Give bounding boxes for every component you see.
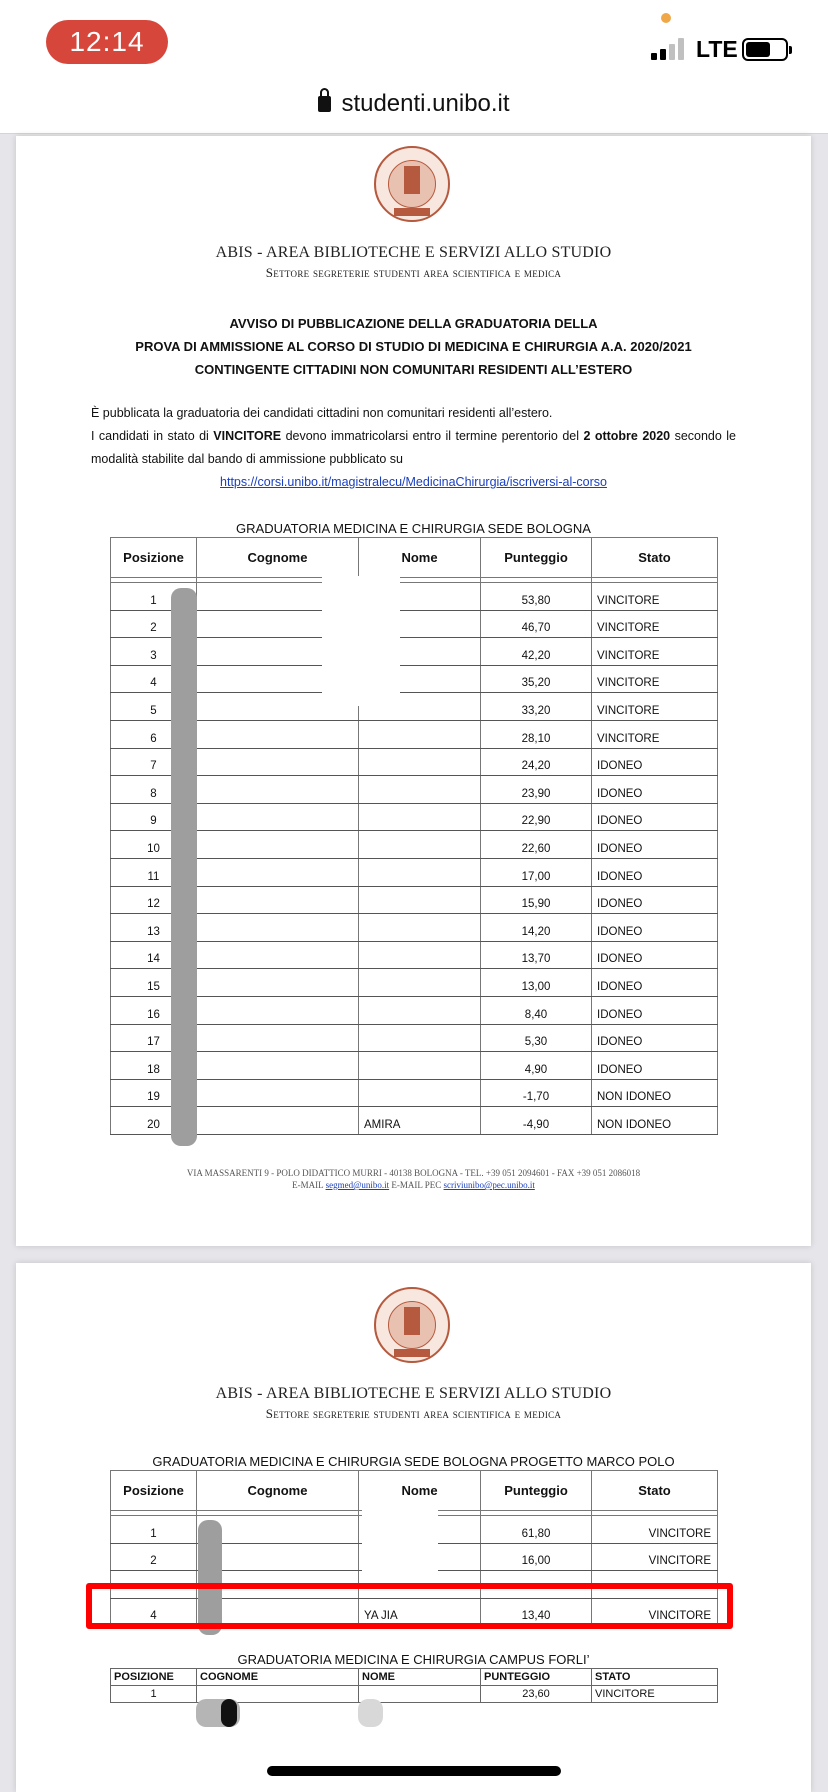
cell-punteggio: 42,20 — [481, 638, 592, 666]
university-seal-logo — [374, 146, 450, 222]
table-row — [111, 1024, 718, 1052]
cell-nome — [359, 1024, 481, 1052]
cell-posizione: 20 — [111, 1107, 197, 1135]
cell-stato: IDONEO — [592, 886, 718, 914]
footer-email-link[interactable]: segmed@unibo.it — [325, 1180, 390, 1190]
cell-punteggio: 35,20 — [481, 665, 592, 693]
cell-stato: NON IDONEO — [592, 1107, 718, 1135]
cell-punteggio: 46,70 — [481, 610, 592, 638]
cell-nome — [359, 886, 481, 914]
cell-nome — [359, 748, 481, 776]
cell-cognome — [197, 914, 359, 942]
cell-punteggio: 5,30 — [481, 1024, 592, 1052]
cell-cognome — [197, 831, 359, 859]
col-header-punteggio: Punteggio — [481, 538, 592, 578]
cell-nome — [359, 720, 481, 748]
cell-punteggio: 24,20 — [481, 748, 592, 776]
battery-icon — [742, 38, 788, 61]
cell-cognome — [197, 996, 359, 1024]
cell-punteggio: 17,00 — [481, 858, 592, 886]
cell-stato: NON IDONEO — [592, 1079, 718, 1107]
table-row — [111, 941, 718, 969]
table-header-row — [111, 1669, 718, 1686]
cell-stato: VINCITORE — [592, 1516, 718, 1544]
col-header-cognome: Cognome — [197, 538, 359, 578]
cell-nome — [359, 803, 481, 831]
cell-stato: IDONEO — [592, 831, 718, 859]
privacy-indicator-dot — [661, 13, 671, 23]
col-header-stato: Stato — [592, 1471, 718, 1511]
ranking-table-bologna — [110, 537, 718, 1135]
header-title: ABIS - AREA BIBLIOTECHE E SERVIZI ALLO STUDIO — [215, 1385, 612, 1402]
table-row — [111, 776, 718, 804]
redacted-surname-dark — [221, 1699, 237, 1727]
cell-posizione: 13 — [111, 914, 197, 942]
cell-posizione: 8 — [111, 776, 197, 804]
cell-cognome — [197, 941, 359, 969]
cell-punteggio: 53,80 — [481, 583, 592, 611]
ranking-table-forli — [110, 1668, 718, 1703]
table-row — [111, 638, 718, 666]
cell-stato: IDONEO — [592, 803, 718, 831]
status-bar — [0, 0, 828, 84]
table-row — [111, 831, 718, 859]
cell-cognome — [197, 776, 359, 804]
cell-stato: VINCITORE — [592, 610, 718, 638]
cell-punteggio: 22,90 — [481, 803, 592, 831]
cell-posizione: 5 — [111, 693, 197, 721]
table-row — [111, 914, 718, 942]
table-title-forli: GRADUATORIA MEDICINA E CHIRURGIA CAMPUS FORLI’ — [237, 1652, 590, 1667]
col-header-nome: Nome — [359, 1471, 481, 1511]
footer-contacts: E-MAIL segmed@unibo.it E-MAIL PEC scriviunibo@pec.unibo.it — [292, 1180, 535, 1190]
network-type: LTE — [696, 36, 738, 62]
cell-punteggio: -4,90 — [481, 1107, 592, 1135]
cell-stato: VINCITORE — [592, 665, 718, 693]
cell-cognome — [197, 748, 359, 776]
cell-posizione: 1 — [111, 583, 197, 611]
cell-cognome — [197, 1079, 359, 1107]
cell-posizione: 9 — [111, 803, 197, 831]
table-row — [111, 996, 718, 1024]
cell-posizione: 15 — [111, 969, 197, 997]
cell-posizione: 17 — [111, 1024, 197, 1052]
cell-nome — [359, 858, 481, 886]
cell-cognome — [197, 1107, 359, 1135]
table-row — [111, 1107, 718, 1135]
document-page-2 — [16, 1263, 811, 1792]
lock-icon — [318, 96, 331, 112]
cell-stato: VINCITORE — [592, 1598, 718, 1626]
cell-punteggio: 61,80 — [481, 1516, 592, 1544]
cell-stato: VINCITORE — [592, 638, 718, 666]
cell-punteggio: 13,70 — [481, 941, 592, 969]
table-row — [111, 720, 718, 748]
redacted-name-block — [358, 1699, 383, 1727]
cell-punteggio: -1,70 — [481, 1079, 592, 1107]
cell-stato: IDONEO — [592, 914, 718, 942]
url-display[interactable] — [0, 90, 828, 118]
cell-posizione: 1 — [111, 1686, 197, 1703]
col-header-stato: STATO — [592, 1669, 718, 1686]
cell-posizione: 14 — [111, 941, 197, 969]
cell-punteggio: 23,60 — [481, 1686, 592, 1703]
cell-posizione: 4 — [111, 1598, 197, 1626]
notice-title-line-1: AVVISO DI PUBBLICAZIONE DELLA GRADUATORIA DELLA — [229, 316, 598, 331]
cell-stato: IDONEO — [592, 748, 718, 776]
col-header-punteggio: PUNTEGGIO — [481, 1669, 592, 1686]
cell-nome — [359, 831, 481, 859]
col-header-posizione: Posizione — [111, 1471, 197, 1511]
cell-posizione: 4 — [111, 665, 197, 693]
highlight-box-row-4 — [86, 1583, 733, 1629]
cell-nome — [359, 776, 481, 804]
cell-cognome — [197, 886, 359, 914]
table-row — [111, 583, 718, 611]
cell-stato: IDONEO — [592, 969, 718, 997]
url-text: studenti.unibo.it — [341, 90, 510, 117]
cell-nome — [359, 1079, 481, 1107]
cell-stato: VINCITORE — [592, 1543, 718, 1571]
footer-pec-link[interactable]: scriviunibo@pec.unibo.it — [443, 1180, 535, 1190]
cell-punteggio: 33,20 — [481, 693, 592, 721]
table-row — [111, 748, 718, 776]
cell-posizione: 16 — [111, 996, 197, 1024]
cell-nome — [359, 996, 481, 1024]
cell-posizione: 19 — [111, 1079, 197, 1107]
cell-cognome — [197, 803, 359, 831]
admission-link[interactable]: https://corsi.unibo.it/magistralecu/MedicinaChirurgia/iscriversi-al-corso — [220, 475, 607, 489]
cell-punteggio: 22,60 — [481, 831, 592, 859]
cell-stato: VINCITORE — [592, 1686, 718, 1703]
cell-punteggio: 14,20 — [481, 914, 592, 942]
cell-stato: IDONEO — [592, 776, 718, 804]
table-row — [111, 693, 718, 721]
col-header-cognome: COGNOME — [197, 1669, 359, 1686]
notice-title-line-2: PROVA DI AMMISSIONE AL CORSO DI STUDIO DI MEDICINA E CHIRURGIA A.A. 2020/2021 — [135, 339, 692, 354]
col-header-cognome: Cognome — [197, 1471, 359, 1511]
cell-punteggio: 13,40 — [481, 1598, 592, 1626]
col-header-posizione: POSIZIONE — [111, 1669, 197, 1686]
cell-cognome — [197, 1052, 359, 1080]
table-row — [111, 803, 718, 831]
cell-posizione: 18 — [111, 1052, 197, 1080]
cell-posizione: 11 — [111, 858, 197, 886]
cell-punteggio: 8,40 — [481, 996, 592, 1024]
cell-stato: VINCITORE — [592, 693, 718, 721]
university-seal-logo — [374, 1287, 450, 1363]
status-time[interactable]: 12:14 — [46, 20, 168, 64]
notice-paragraph — [91, 402, 736, 471]
cell-stato: IDONEO — [592, 941, 718, 969]
home-indicator[interactable] — [267, 1766, 561, 1776]
cell-cognome — [197, 1024, 359, 1052]
cell-posizione: 7 — [111, 748, 197, 776]
cell-cognome — [197, 858, 359, 886]
table-row — [111, 858, 718, 886]
browser-url-bar[interactable] — [0, 84, 828, 134]
table-row — [111, 1052, 718, 1080]
cell-stato: VINCITORE — [592, 583, 718, 611]
col-header-nome: NOME — [359, 1669, 481, 1686]
cell-posizione: 3 — [111, 638, 197, 666]
notice-line-2: I candidati in stato di VINCITORE devono immatricolarsi entro il termine perentorio del 2 ottobre 2020 secondo le modalità stabilite dal bando di ammissione pubblicato su — [91, 429, 736, 466]
table-title-bologna: GRADUATORIA MEDICINA E CHIRURGIA SEDE BOLOGNA — [236, 521, 591, 536]
cell-posizione: 10 — [111, 831, 197, 859]
cell-stato: VINCITORE — [592, 720, 718, 748]
cell-posizione: 6 — [111, 720, 197, 748]
cell-nome — [359, 969, 481, 997]
cell-nome: YA JIA — [359, 1598, 481, 1626]
cell-stato: IDONEO — [592, 996, 718, 1024]
cell-cognome — [197, 720, 359, 748]
cell-stato: IDONEO — [592, 858, 718, 886]
cell-nome — [359, 914, 481, 942]
header-subtitle: Settore segreterie studenti area scientifica e medica — [265, 1406, 562, 1421]
col-header-punteggio: Punteggio — [481, 1471, 592, 1511]
col-header-nome: Nome — [359, 538, 481, 578]
cell-posizione: 12 — [111, 886, 197, 914]
table-row — [111, 886, 718, 914]
table-row — [111, 610, 718, 638]
cell-nome — [359, 941, 481, 969]
cell-posizione: 1 — [111, 1516, 197, 1544]
cell-punteggio: 4,90 — [481, 1052, 592, 1080]
cell-stato: IDONEO — [592, 1052, 718, 1080]
table-row — [111, 1079, 718, 1107]
cell-punteggio: 28,10 — [481, 720, 592, 748]
notice-line-1: È pubblicata la graduatoria dei candidati cittadini non comunitari residenti all’estero. — [91, 406, 553, 420]
vincitore-bold: VINCITORE — [213, 429, 282, 443]
cell-punteggio: 16,00 — [481, 1543, 592, 1571]
table-header-row — [111, 538, 718, 578]
cell-punteggio: 15,90 — [481, 886, 592, 914]
cell-punteggio: 23,90 — [481, 776, 592, 804]
table-row — [111, 969, 718, 997]
document-page-1 — [16, 136, 811, 1246]
header-subtitle: Settore segreterie studenti area scientifica e medica — [265, 265, 562, 280]
cell-posizione: 2 — [111, 1543, 197, 1571]
table-header-row — [111, 1471, 718, 1511]
notice-title-line-3: CONTINGENTE CITTADINI NON COMUNITARI RESIDENTI ALL’ESTERO — [194, 362, 633, 377]
cell-nome: AMIRA — [359, 1107, 481, 1135]
cell-stato: IDONEO — [592, 1024, 718, 1052]
signal-icon — [651, 37, 684, 60]
deadline-bold: 2 ottobre 2020 — [583, 429, 671, 443]
table-title-marco-polo: GRADUATORIA MEDICINA E CHIRURGIA SEDE BOLOGNA PROGETTO MARCO POLO — [152, 1454, 675, 1469]
cell-punteggio: 13,00 — [481, 969, 592, 997]
col-header-posizione: Posizione — [111, 538, 197, 578]
cell-nome — [359, 1052, 481, 1080]
redacted-name-block — [322, 576, 400, 706]
header-title: ABIS - AREA BIBLIOTECHE E SERVIZI ALLO STUDIO — [215, 244, 612, 261]
col-header-stato: Stato — [592, 538, 718, 578]
redacted-surname-block — [171, 588, 197, 1146]
table-row — [111, 665, 718, 693]
cell-cognome — [197, 969, 359, 997]
cell-posizione: 2 — [111, 610, 197, 638]
footer-address: VIA MASSARENTI 9 - POLO DIDATTICO MURRI - 40138 BOLOGNA - TEL. +39 051 2094601 - FAX +39 051 2086018 — [186, 1168, 641, 1178]
